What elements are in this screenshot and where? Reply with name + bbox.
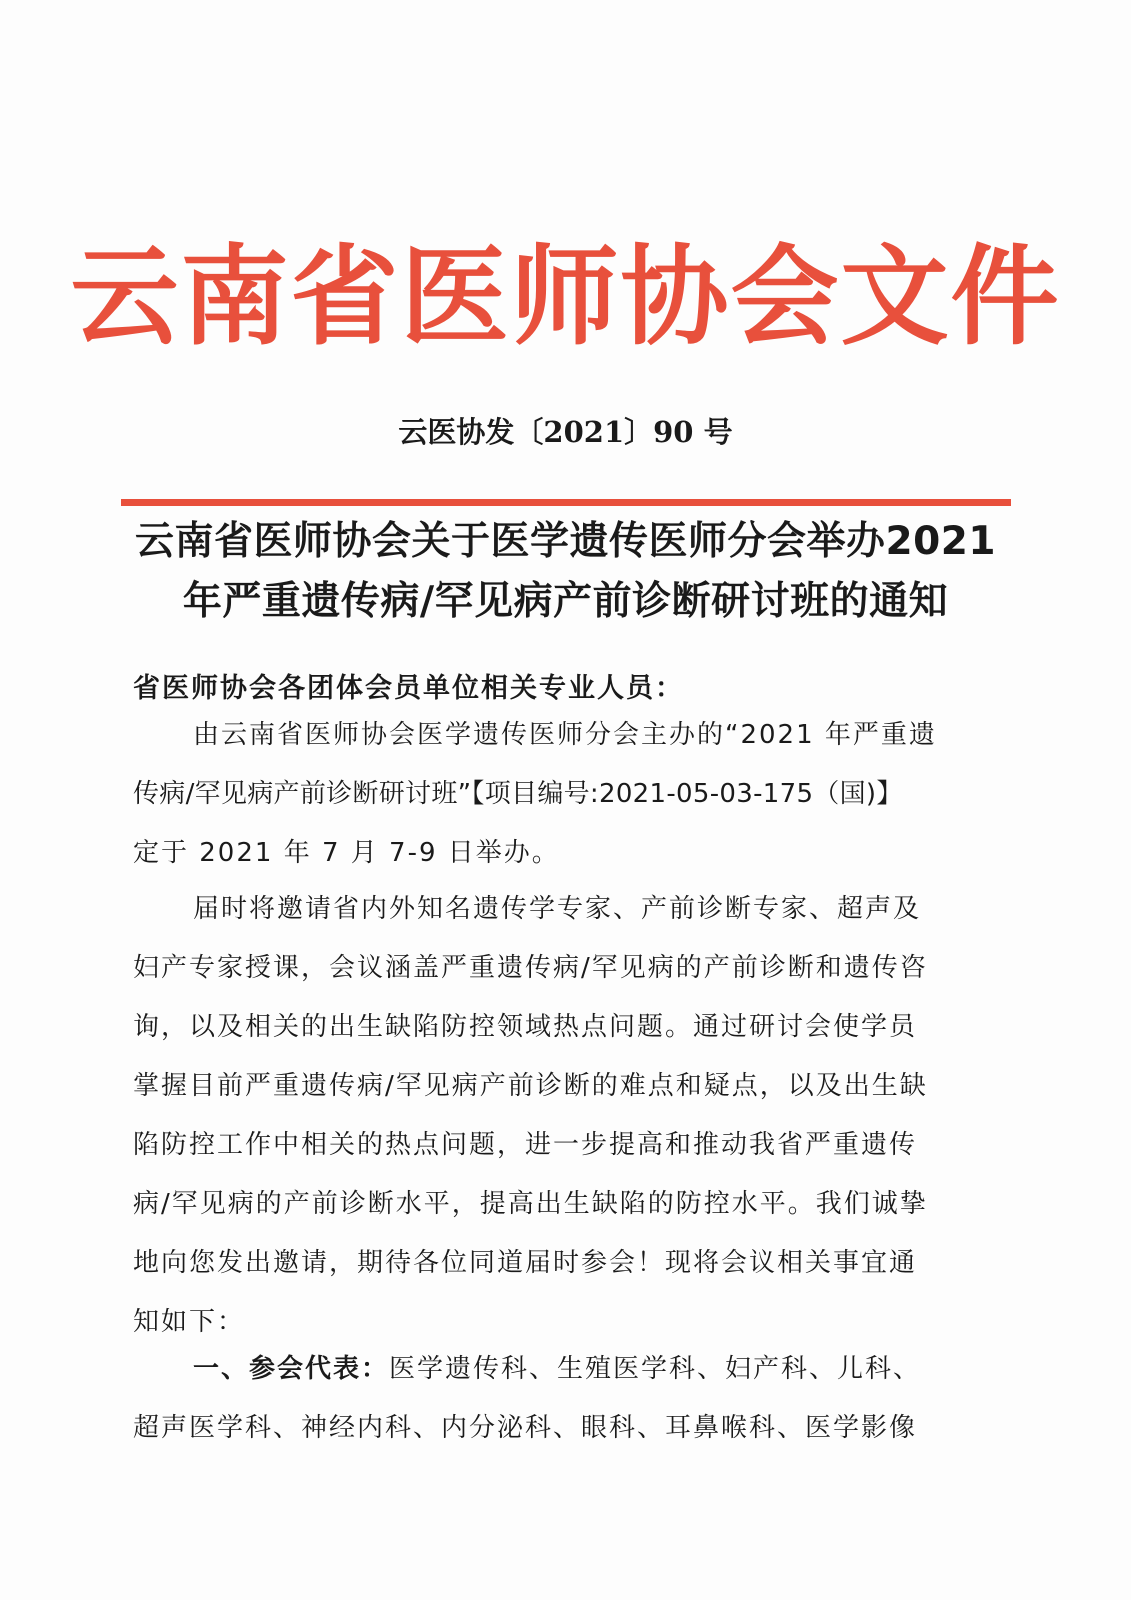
paragraph-event-intro	[133, 706, 1003, 883]
paragraph-line: 掌握目前严重遗传病/罕见病产前诊断的难点和疑点，以及出生缺	[133, 1071, 928, 1101]
document-number: 云医协发〔2021〕90 号	[398, 415, 733, 449]
paragraph-line: 病/罕见病的产前诊断水平，提高出生缺陷的防控水平。我们诚挚	[133, 1189, 928, 1219]
paragraph-line: 妇产专家授课，会议涵盖严重遗传病/罕见病的产前诊断和遗传咨	[133, 953, 928, 983]
salutation: 省医师协会各团体会员单位相关专业人员：	[133, 673, 684, 704]
notice-title	[100, 512, 1031, 632]
paragraph-line: 传病/罕见病产前诊断研讨班”【项目编号:2021-05-03-175（国)】	[133, 779, 903, 809]
section-first-line	[133, 1340, 1003, 1399]
section-text: 医学遗传科、生殖医学科、妇产科、儿科、	[389, 1354, 922, 1384]
section-heading: 一、参会代表：	[193, 1354, 390, 1384]
paragraph-line: 超声医学科、神经内科、内分泌科、眼科、耳鼻喉科、医学影像	[133, 1413, 918, 1443]
notice-title-line-2: 年严重遗传病/罕见病产前诊断研讨班的通知	[182, 579, 949, 624]
paragraph-line: 知如下：	[133, 1307, 246, 1337]
paragraph-event-details	[133, 880, 1003, 1352]
paragraph-line: 询，以及相关的出生缺陷防控领域热点问题。通过研讨会使学员	[133, 1012, 918, 1042]
red-divider-rule	[121, 499, 1011, 506]
notice-title-line-1: 云南省医师协会关于医学遗传医师分会举办2021	[134, 519, 997, 564]
paragraph-line: 定于 2021 年 7 月 7-9 日举办。	[133, 838, 560, 868]
paragraph-line: 由云南省医师协会医学遗传医师分会主办的“2021 年严重遗	[193, 720, 937, 750]
paragraph-line: 陷防控工作中相关的热点问题，进一步提高和推动我省严重遗传	[133, 1130, 918, 1160]
paragraph-line: 地向您发出邀请，期待各位同道届时参会！现将会议相关事宜通	[133, 1248, 918, 1278]
paragraph-line: 届时将邀请省内外知名遗传学专家、产前诊断专家、超声及	[193, 894, 922, 924]
masthead-title: 云南省医师协会文件	[70, 234, 1061, 360]
section-attendees	[133, 1340, 1003, 1458]
